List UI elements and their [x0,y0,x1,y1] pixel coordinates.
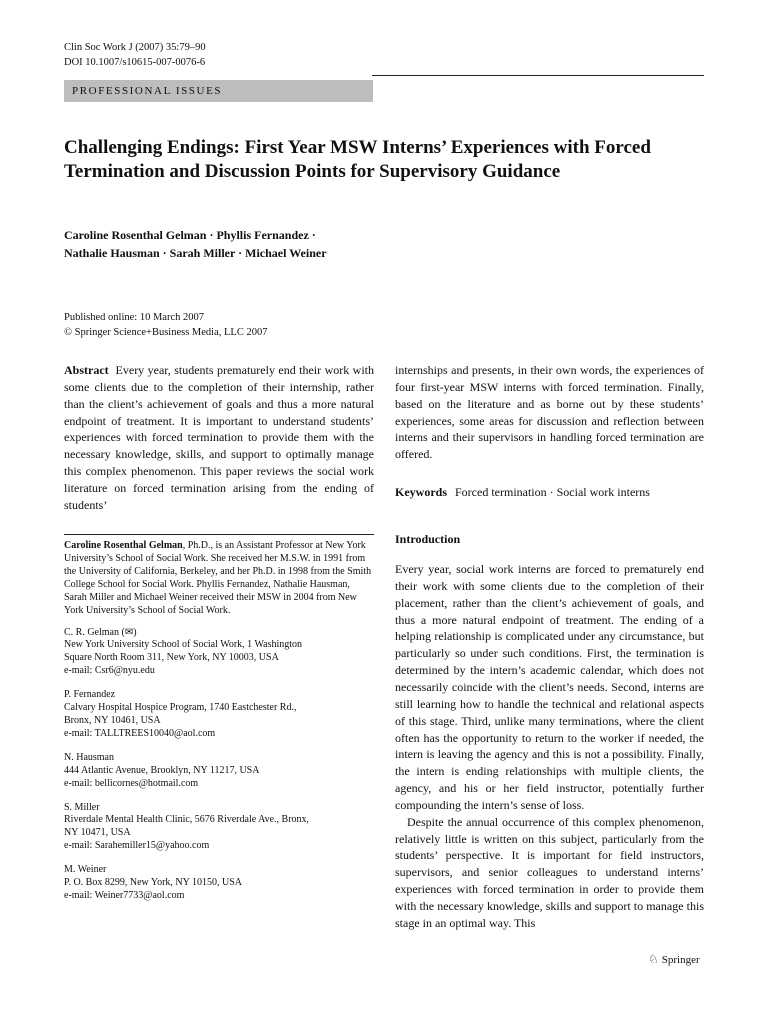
right-column [395,362,704,932]
authors-line-1: Caroline Rosenthal Gelman · Phyllis Fernandez · [64,228,316,242]
abstract-label: Abstract [64,363,109,377]
abstract-right: internships and presents, in their own words, the experiences of four first-year MSW interns with forced termination. Finally, based on the literature and as borne out by these students’ experiences, some areas for discussion and reflection between interns and their supervisors in handling forced termination are offered. [395,363,704,462]
address-name-text: M. Weiner [64,864,107,876]
footnote-block [64,539,374,914]
address-block [64,627,374,679]
abstract-left [64,362,374,514]
address-name [64,627,374,640]
address-line: NY 10471, USA [64,827,131,839]
springer-horse-icon: ♘ [648,952,659,966]
bio-name: Caroline Rosenthal Gelman [64,540,183,551]
address-name-text: N. Hausman [64,751,114,763]
introduction-heading: Introduction [395,532,461,547]
journal-line: Clin Soc Work J (2007) 35:79–90 [64,42,206,53]
address-line: Square North Room 311, New York, NY 10003, USA [64,652,279,664]
intro-paragraph-1: Every year, social work interns are forced to prematurely end their work with some clients due to the completion of their placement, rather than the client’s achievement of goals, and thus a more natural endpoint of treatment. The ending of a helping relationship is complicated under any circumstance, but particularly so under such conditions. First, the termination is determined by the intern’s academic calendar, which does not necessarily coincide with the client’s needs. Second, interns are still learning how to handle the technical and relational aspects of this stage. Third, unlike many terminations, where the client often has the opportunity to return to the worker if needed, the intern is leaving the agency and this is not a possibility. Finally, the intern is ending relationships with multiple clients, the agency, and his or her field instructor, potentially further compounding the intern’s sense of loss. [395,562,704,812]
authors-line-2: Nathalie Hausman · Sarah Miller · Michael Weiner [64,246,327,260]
journal-citation [64,40,206,70]
address-name [64,802,374,815]
intro-paragraph-2: Despite the annual occurrence of this complex phenomenon, relatively little is written on this subject, particularly from the students’ perspective. It is important for field instructors, supervisors, and senior colleagues to understand interns’ experiences with forced termination in order to provide them with the necessary knowledge, skills and support to manage this stage in an optimal way. This [395,814,704,930]
author-bio [64,539,374,618]
email-line: e-mail: Sarahemiller15@yahoo.com [64,840,210,852]
copyright-line: © Springer Science+Business Media, LLC 2007 [64,327,268,338]
email-line: e-mail: Csr6@nyu.edu [64,665,155,677]
address-name-text: S. Miller [64,801,100,813]
address-line: Riverdale Mental Health Clinic, 5676 Riverdale Ave., Bronx, [64,814,310,826]
address-line: P. O. Box 8299, New York, NY 10150, USA [64,877,242,889]
footnote-rule [64,534,374,535]
bio-text: , Ph.D., is an Assistant Professor at New York University’s School of Social Work. She received her M.S.W. in 1991 from the University of California, Berkeley, and her Ph.D. in 1998 from the Smith College School for Social Work. Phyllis Fernandez, Nathalie Hausman, Sarah Miller and Michael Weiner received their MSW in 2004 from New York University’s School of Social Work. [64,540,372,617]
address-line: New York University School of Social Work, 1 Washington [64,639,303,651]
address-block [64,689,374,741]
address-name-text: C. R. Gelman ( [64,626,125,638]
address-name [64,752,374,765]
published-date: Published online: 10 March 2007 [64,312,204,323]
publication-info [64,310,267,340]
address-block [64,752,374,791]
address-line: 444 Atlantic Avenue, Brooklyn, NY 11217, USA [64,764,260,776]
article-title: Challenging Endings: First Year MSW Interns’ Experiences with Forced Termination and Discussion Points for Supervisory Guidance [64,137,651,182]
address-block [64,802,374,854]
address-list [64,627,374,903]
email-line: e-mail: TALLTREES10040@aol.com [64,727,216,739]
doi-line: DOI 10.1007/s10615-007-0076-6 [64,57,206,68]
abstract-text-left: Every year, students prematurely end their work with some clients due to the completion of their internship, rather than the client’s achievement of goals and thus a more natural endpoint of treatment. It is important to understand students’ experiences with forced termination to provide them with the necessary knowledge, skills, and support to optimally manage this complex phenomenon. This paper reviews the social work literature on forced termination arising from the ending of students’ [64,363,374,512]
keywords-label: Keywords [395,485,447,500]
publisher-name: Springer [661,954,700,966]
address-name [64,864,374,877]
address-line: Bronx, NY 10461, USA [64,715,161,726]
address-name-close: ) [133,626,137,638]
author-list [64,226,704,262]
address-block [64,864,374,903]
envelope-icon: ✉ [124,626,134,638]
left-column [64,362,374,514]
address-line: Calvary Hospital Hospice Program, 1740 Eastchester Rd., [64,702,297,714]
keywords [395,485,704,500]
publisher-footer [648,952,700,967]
header-rule [372,75,704,76]
address-name [64,689,374,702]
keywords-text: Forced termination · Social work interns [455,485,650,500]
email-line: e-mail: bellicornes@hotmail.com [64,777,199,789]
email-line: e-mail: Weiner7733@aol.com [64,889,185,901]
address-name-text: P. Fernandez [64,689,116,701]
section-banner: PROFESSIONAL ISSUES [64,80,373,102]
